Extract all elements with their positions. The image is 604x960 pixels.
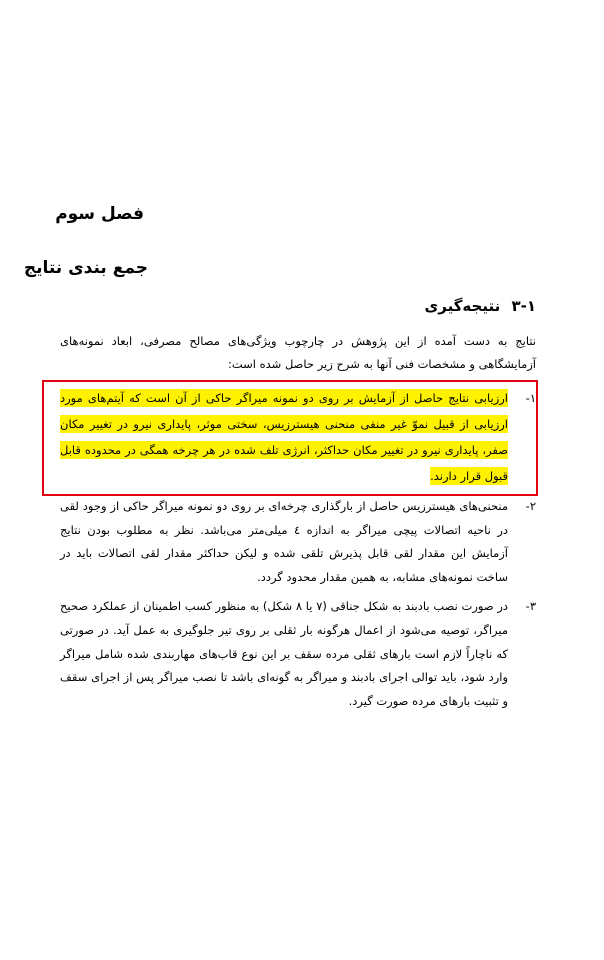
section-title: جمع بندی نتایج bbox=[23, 258, 148, 278]
subsection-title: نتیجه‌گیری bbox=[424, 297, 501, 315]
list-item-number: ۲- bbox=[525, 499, 536, 513]
results-list bbox=[60, 385, 536, 719]
subsection-number: ۳-۱ bbox=[511, 297, 536, 315]
intro-paragraph: نتایج به دست آمده از این پژوهش در چارچوب ویژگی‌های مصالح مصرفی، ابعاد نمونه‌های آزمایشگاهی و مشخصات فنی آنها به شرح زیر حاصل شده است: bbox=[60, 334, 536, 371]
highlighted-text bbox=[60, 385, 508, 489]
list-item bbox=[60, 595, 536, 713]
list-item-text: منحنی‌های هیسترزیس حاصل از بارگذاری چرخه‌ای بر روی دو نمونه میراگر حاکی از وجود لقی در ناحیه اتصالات پیچی میراگر به اندازه ٤ میلی‌متر می‌باشد. نظر به مطلوب بودن نتایج آزمایش این مقدار لقی قابل پذیرش تلقی شده و لیکن حداکثر مقدار لقی اتصالات باید در ساخت نمونه‌های مشابه، به همین مقدار محدود گردد. bbox=[60, 499, 509, 584]
list-item-number: ۱- bbox=[525, 391, 536, 405]
chapter-title: فصل سوم bbox=[55, 204, 144, 224]
subsection-heading bbox=[425, 297, 537, 315]
list-item-text: ارزیابی نتایج حاصل از آزمایش بر روی دو نمونه میراگر حاکی از آن است که آیتم‌های مورد ارزیابی از قبیل نموّ غیر منفی منحنی هیسترزیس، سختی موثر، پایداری نیرو در تغییر مکان صفر، پایداری نیرو در تغییر مکان حداکثر، انرژی تلف شده در هر چرخه همگی در محدوده قابل قبول قرار دارند. bbox=[60, 391, 508, 483]
list-item-text: در صورت نصب بادبند به شکل جناقی (۷ یا ۸ شکل) به منظور کسب اطمینان از عملکرد صحیح میراگر، توصیه می‌شود از اعمال هرگونه بار ثقلی بر روی تیر جلوگیری به عمل آید. در صورتی که ناچاراً لازم است بارهای ثقلی مرده سقف بر این نوع قاب‌های مهاربندی شده شامل میراگر وارد شود، باید توالی اجرای بادبند و میراگر به گونه‌ای باشد تا نصب میراگر پس از اجرای سقف و تثبیت بارهای مرده صورت گیرد. bbox=[60, 599, 509, 708]
list-item bbox=[60, 385, 536, 489]
list-item-number: ۳- bbox=[525, 599, 536, 614]
list-item bbox=[60, 495, 536, 589]
